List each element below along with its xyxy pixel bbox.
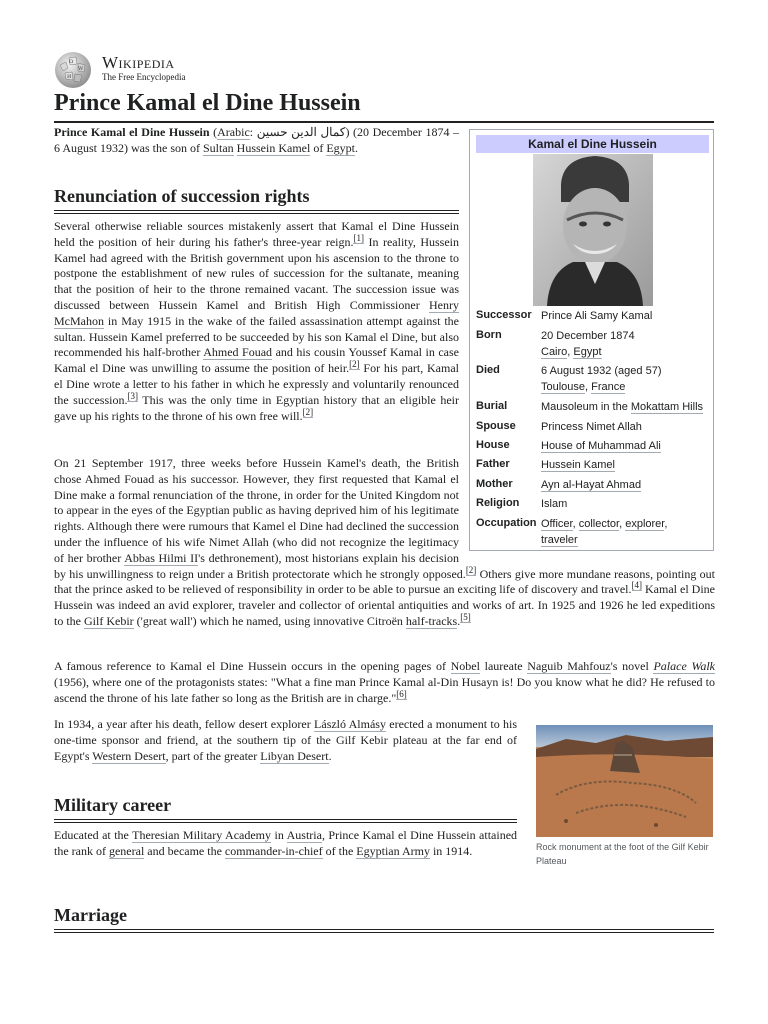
arabic-link[interactable]: Arabic xyxy=(217,125,250,139)
officer-link[interactable]: Officer xyxy=(541,518,573,530)
western-desert-link[interactable]: Western Desert xyxy=(92,748,166,763)
libyan-desert-link[interactable]: Libyan Desert xyxy=(260,748,329,763)
text: Several otherwise reliable sources mistakenly assert that Kamal el Dine Hussein held the position of heir during his father's three-year reign. xyxy=(54,219,459,249)
text: . xyxy=(328,748,332,763)
text: 's dethronement), most historians explain his decision by his unwillingness to reign under a British protectorate which he strongly opposed. xyxy=(54,550,466,581)
lead-end: . xyxy=(355,140,358,155)
nobel-link[interactable]: Nobel xyxy=(450,659,480,673)
sep: , xyxy=(619,518,626,530)
page-title: Prince Kamal el Dine Hussein xyxy=(54,88,714,123)
sep: , xyxy=(585,380,592,393)
palace-walk-link[interactable] xyxy=(653,659,715,674)
france-link[interactable]: France xyxy=(591,380,626,393)
reference-link[interactable]: [1] xyxy=(353,232,364,243)
infobox-value: Islam xyxy=(541,498,568,510)
mahfouz-link[interactable]: Naguib Mahfouz xyxy=(527,659,611,673)
cairo-link[interactable]: Cairo xyxy=(541,345,568,358)
collector-link[interactable]: collector xyxy=(578,518,620,530)
paragraph-palace-walk xyxy=(54,659,715,706)
infobox-title: Kamal el Dine Hussein xyxy=(476,135,709,153)
reference-link[interactable]: [5] xyxy=(460,611,471,622)
portrait-image[interactable] xyxy=(533,154,653,306)
wikipedia-tagline: The Free Encyclopedia xyxy=(102,72,186,82)
text: in 1914. xyxy=(429,843,473,858)
text: of the xyxy=(322,843,357,858)
text: 's novel xyxy=(610,659,654,673)
text: laureate xyxy=(479,659,528,673)
heading-marriage: Marriage xyxy=(54,903,714,930)
sep: , xyxy=(572,518,579,530)
father-link[interactable]: Hussein Kamel xyxy=(541,459,615,471)
text: in xyxy=(271,828,287,842)
infobox-label: Mother xyxy=(476,478,513,490)
novel-title: Palace Walk xyxy=(653,659,716,673)
died-date: 6 August 1932 (aged 57) xyxy=(541,365,662,377)
text: On 21 September 1917, three weeks before Hussein Kamel's death, the British chose Ahmed Fouad as his successor. However, they first requested that Kamal el Dine make a formal renunciation of the throne, in order for the United Kingdom not to appear in the eyes of the Egyptian public as having deprived him of his legitimate rights. Although there were rumours that Kamel el Dine had declined the succession under the influence of his wife Nimet Allah (who did not recognize the legitimacy of her brother xyxy=(54,456,459,565)
lead-text: ( xyxy=(209,125,218,139)
monument-figure xyxy=(536,725,713,868)
egyptian-army-link[interactable]: Egyptian Army xyxy=(356,843,430,858)
text: in May 1915 in the wake of the failed assassination attempt against the sultan. Hussein Kamel preferred to be succeeded by his son Kamal el Dine, but also recommended his half-brother xyxy=(54,313,459,360)
infobox-spacer xyxy=(459,456,715,551)
text: , part of the greater xyxy=(165,748,261,763)
infobox-label: Born xyxy=(476,329,502,341)
wikipedia-globe-logo[interactable] xyxy=(54,51,92,89)
reference-link[interactable]: [4] xyxy=(631,580,643,591)
infobox-label: Spouse xyxy=(476,420,516,432)
lead-paragraph xyxy=(54,125,459,157)
egypt-link[interactable]: Egypt xyxy=(326,140,355,155)
theresian-academy-link[interactable]: Theresian Military Academy xyxy=(132,828,272,842)
paragraph-monument xyxy=(54,717,517,764)
text: A famous reference to Kamal el Dine Hussein occurs in the opening pages of xyxy=(54,659,451,673)
svg-text:И: И xyxy=(67,74,72,80)
text: ('great wall') which he named, using innovative Citroën xyxy=(133,613,406,628)
infobox-label: Occupation xyxy=(476,517,537,529)
infobox-label: Burial xyxy=(476,400,508,412)
paragraph-military xyxy=(54,828,517,860)
text: , Prince Kamal el Dine Hussein attained the rank of xyxy=(54,828,518,858)
svg-text:W: W xyxy=(78,66,84,72)
traveler-link[interactable]: traveler xyxy=(541,533,578,546)
arabic-name: : كمال الدين حسين xyxy=(249,125,346,139)
reference-link[interactable]: [2] xyxy=(465,564,477,575)
toulouse-link[interactable]: Toulouse xyxy=(541,380,586,393)
commander-link[interactable]: commander-in-chief xyxy=(224,843,323,858)
infobox-value: Prince Ali Samy Kamal xyxy=(541,310,653,322)
burial-text: Mausoleum in the xyxy=(541,401,631,413)
austria-link[interactable]: Austria xyxy=(286,828,322,842)
hussein-kamel-link[interactable]: Hussein Kamel xyxy=(236,140,311,155)
paragraph-renunciation-1 xyxy=(54,219,459,424)
text: This was the only time in Egyptian history that an eligible heir gave up his rights to the throne of his own free will. xyxy=(54,392,459,423)
infobox-label: Died xyxy=(476,364,500,376)
reference-link[interactable]: [6] xyxy=(396,688,407,699)
paragraph-renunciation-2 xyxy=(54,456,715,630)
infobox-value xyxy=(541,329,711,360)
infobox-value xyxy=(541,364,711,395)
svg-text:Ω: Ω xyxy=(69,59,74,65)
house-link[interactable]: House of Muhammad Ali xyxy=(541,440,661,452)
monument-caption: Rock monument at the foot of the Gilf Kebir Plateau xyxy=(536,842,709,866)
infobox-value: Princess Nimet Allah xyxy=(541,421,642,433)
sep: , xyxy=(664,518,668,530)
infobox-label: Religion xyxy=(476,497,520,509)
monument-image[interactable] xyxy=(536,725,713,837)
heading-military-career: Military career xyxy=(54,793,517,820)
mcmahon-link[interactable]: Henry McMahon xyxy=(54,297,459,328)
infobox-value xyxy=(541,439,711,455)
sep: , xyxy=(567,345,574,358)
ahmed-fouad-link[interactable]: Ahmed Fouad xyxy=(203,345,273,360)
reference-link[interactable]: [3] xyxy=(127,390,138,401)
almasy-link[interactable]: László Almásy xyxy=(314,717,386,731)
lead-dates: ) (20 December 1874 – 6 August 1932) was the son of xyxy=(54,125,460,155)
text: and became the xyxy=(144,843,225,858)
infobox-label: Father xyxy=(476,458,510,470)
heading-renunciation: Renunciation of succession rights xyxy=(54,184,459,211)
lead-of: of xyxy=(310,140,327,155)
general-link[interactable]: general xyxy=(108,843,145,858)
text: In 1934, a year after his death, fellow desert explorer xyxy=(54,717,315,731)
born-date: 20 December 1874 xyxy=(541,330,635,342)
infobox-label: House xyxy=(476,439,510,451)
wikipedia-wordmark[interactable]: Wikipedia xyxy=(102,53,175,72)
reference-link[interactable]: [2] xyxy=(349,359,360,370)
text: . xyxy=(457,613,461,628)
egypt-link[interactable]: Egypt xyxy=(573,345,602,358)
infobox-label: Successor xyxy=(476,309,532,321)
reference-link[interactable]: [2] xyxy=(302,406,314,417)
infobox-value xyxy=(541,400,711,416)
explorer-link[interactable]: explorer xyxy=(625,518,665,530)
abbas-hilmi-link[interactable]: Abbas Hilmi II xyxy=(124,550,199,565)
text: erected a monument to his one-time sponsor and friend, at the southern tip of the Gilf Kebir plateau at the far end of Egypt's xyxy=(54,717,517,763)
half-tracks-link[interactable]: half-tracks xyxy=(405,613,458,628)
text: In reality, Hussein Kamel had agreed with the British government upon his ascension to the throne to postpone the establishment of new rules of succession for the sultanate, meaning that the position of heir to the throne remained vacant. The succession issue was discussed between Hussein Kamel and British High Commissioner xyxy=(54,234,459,312)
lead-name: Prince Kamal el Dine Hussein xyxy=(54,125,210,139)
mother-link[interactable]: Ayn al-Hayat Ahmad xyxy=(541,479,642,491)
text: Kamal el Dine Hussein was indeed an avid explorer, traveler and collector of oriental antiquities and works of art. In 1925 and 1926 he led expeditions to the xyxy=(54,582,715,628)
mokattam-link[interactable]: Mokattam Hills xyxy=(630,401,704,413)
sultan-link[interactable]: Sultan xyxy=(203,140,234,155)
text: and his cousin Youssef Kamal in case Kamal el Dine was unwilling to assume the position of heir. xyxy=(54,345,460,376)
gilf-kebir-link[interactable]: Gilf Kebir xyxy=(84,613,134,628)
text: (1956), where one of the protagonists states: "What a fine man Prince Kamal al-Din Husayn is! Do you know what he did? He refused to ascend the throne of his late father so long as the British are in charge." xyxy=(54,674,715,705)
text: Educated at the xyxy=(54,828,133,842)
text: For his part, Kamal el Dine wrote a letter to his father in which he expressly and voluntarily renounced the succession. xyxy=(54,361,459,407)
text: Others give more mundane reasons, pointing out that the prince asked to be relieved of responsibility in order to be able to pursue an exciting life of discovery and travel. xyxy=(54,566,715,597)
